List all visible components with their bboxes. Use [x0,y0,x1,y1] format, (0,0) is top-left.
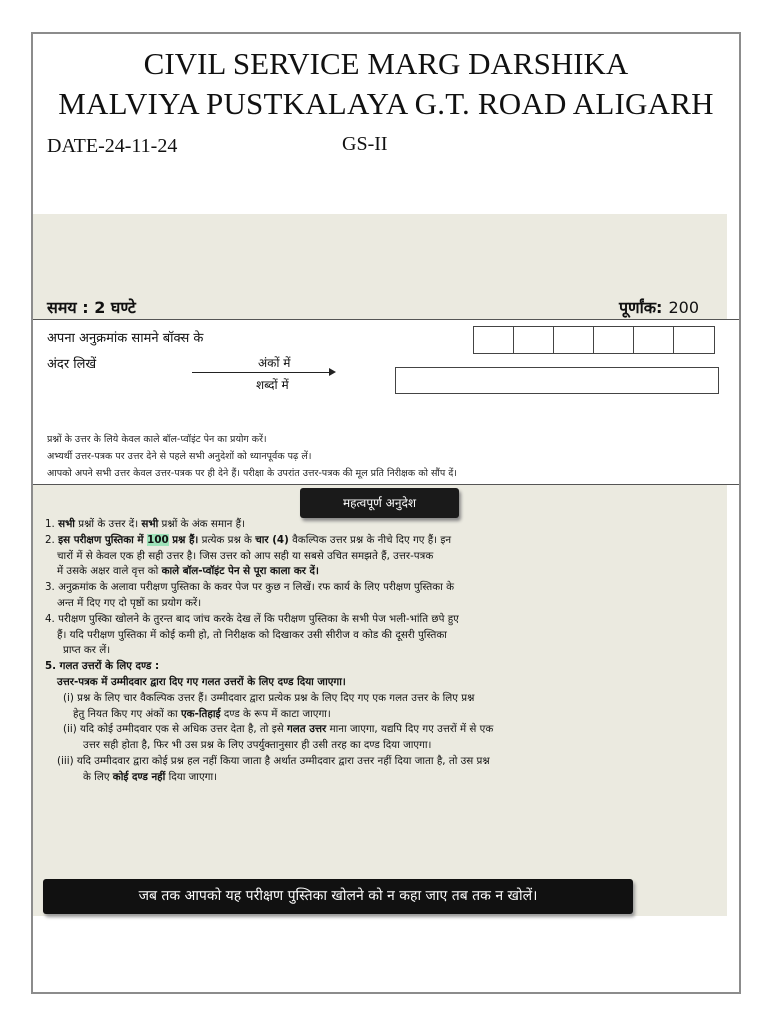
institute-title: CIVIL SERVICE MARG DARSHIKA [143,46,629,81]
arrow-icon [192,372,330,373]
roll-digit-box[interactable] [514,327,554,353]
instruction-line: के लिए कोई दण्ड नहीं दिया जाएगा। [83,770,218,783]
paper-code: GS-II [342,133,388,155]
roll-number-digit-boxes [473,326,715,354]
instruction-item: 5. गलत उत्तरों के लिए दण्ड : [45,660,160,673]
roll-instruction-line1: अपना अनुक्रमांक सामने बॉक्स के [47,331,204,346]
note-line: अभ्यर्थी उत्तर-पत्रक पर उत्तर देने से पहले सभी अनुदेशों को ध्यानपूर्वक पढ़ लें। [47,451,312,462]
instruction-subitem: (iii) यदि उम्मीदवार द्वारा कोई प्रश्न हल नहीं किया जाता है अर्थात उम्मीदवार द्वारा उत्तर नहीं दिया जाता है, तो उस प्रश्न [57,754,490,767]
instruction-item: 2. इस परीक्षण पुस्तिका में 100 प्रश्न हैं। प्रत्येक प्रश्न के चार (4) वैकल्पिक उत्तर प्रश्न के नीचे दिए गए हैं। इन [45,533,452,546]
instruction-line: हैं। यदि परीक्षण पुस्तिका में कोई कमी हो, तो निरीक्षक को दिखाकर उसी सीरीज व कोड की दूसरी पुस्तिका [57,628,447,641]
divider-top [33,319,739,320]
instruction-line: अन्त में दिए गए दो पृष्ठों का प्रयोग करें। [57,596,202,609]
instruction-item: 3. अनुक्रमांक के अलावा परीक्षण पुस्तिका के कवर पेज पर कुछ न लिखें। रफ कार्य के लिए परीक्षण पुस्तिका के [45,581,455,594]
instruction-line: उत्तर सही होता है, फिर भी उस प्रश्न के लिए उपर्युक्तानुसार ही उसी तरह का दण्ड दिया जाएगा। [83,739,432,752]
exam-date: DATE-24-11-24 [47,135,178,157]
divider-bottom [33,484,739,485]
roll-digit-box[interactable] [674,327,714,353]
instructions-list [45,517,685,786]
exam-cover-page [31,32,741,994]
time-allowed: समय : 2 घण्टे [47,298,136,317]
roll-instruction-line2: अंदर लिखें [47,357,97,372]
highlight-mark: 100 [147,533,169,546]
max-marks [619,296,699,318]
institute-address: MALVIYA PUSTKALAYA G.T. ROAD ALIGARH [58,86,714,121]
roll-digit-box[interactable] [634,327,674,353]
note-line: प्रश्नों के उत्तर के लिये केवल काले बॉल-प्वॉइंट पेन का प्रयोग करें। [47,434,267,445]
do-not-open-banner: जब तक आपको यह परीक्षण पुस्तिका खोलने को न कहा जाए तब तक न खोलें। [43,879,633,914]
instruction-line: प्राप्त कर लें। [63,644,111,657]
instruction-line: में उसके अक्षर वाले वृत्त को काले बॉल-प्वॉइंट पेन से पूरा काला कर दें। [57,565,319,578]
max-marks-value: 200 [668,298,699,317]
instruction-line: उत्तर-पत्रक में उम्मीदवार द्वारा दिए गए गलत उत्तरों के लिए दण्ड दिया जाएगा। [57,675,346,688]
roll-digit-box[interactable] [554,327,594,353]
instruction-item: 1. सभी प्रश्नों के उत्तर दें। सभी प्रश्नों के अंक समान हैं। [45,518,246,530]
instruction-subitem: (ii) यदि कोई उम्मीदवार एक से अधिक उत्तर देता है, तो इसे गलत उत्तर माना जाएगा, यद्यपि दिए गए उत्तरों में से एक [63,723,494,736]
roll-digit-box[interactable] [474,327,514,353]
instruction-line: हेतु नियत किए गए अंकों का एक-तिहाई दण्ड के रूप में काटा जाएगा। [73,707,331,720]
note-line: आपको अपने सभी उत्तर केवल उत्तर-पत्रक पर ही देने हैं। परीक्षा के उपरांत उत्तर-पत्रक की मूल प्रति निरीक्षक को सौंप दें। [47,468,457,479]
instruction-subitem: (i) प्रश्न के लिए चार वैकल्पिक उत्तर हैं। उम्मीदवार द्वारा प्रत्येक प्रश्न के लिए दिए गए एक गलत उत्तर के लिए प्रश्न [63,691,475,704]
instruction-line: चारों में से केवल एक ही सही उत्तर है। जिस उत्तर को आप सही या सबसे उचित समझते हैं, उत्तर-पत्रक [57,549,434,562]
max-marks-label: पूर्णांक: [618,298,663,317]
in-words-label: शब्दों में [256,378,289,392]
roll-number-words-box[interactable] [395,367,719,394]
instructions-heading: महत्वपूर्ण अनुदेश [300,488,459,518]
instruction-item: 4. परीक्षण पुस्किा खोलने के तुरन्त बाद जांच करके देख लें कि परीक्षण पुस्तिका के सभी पेज भली-भांति छपे हुए [45,612,459,625]
roll-digit-box[interactable] [594,327,634,353]
in-digits-label: अंकों में [258,356,291,370]
